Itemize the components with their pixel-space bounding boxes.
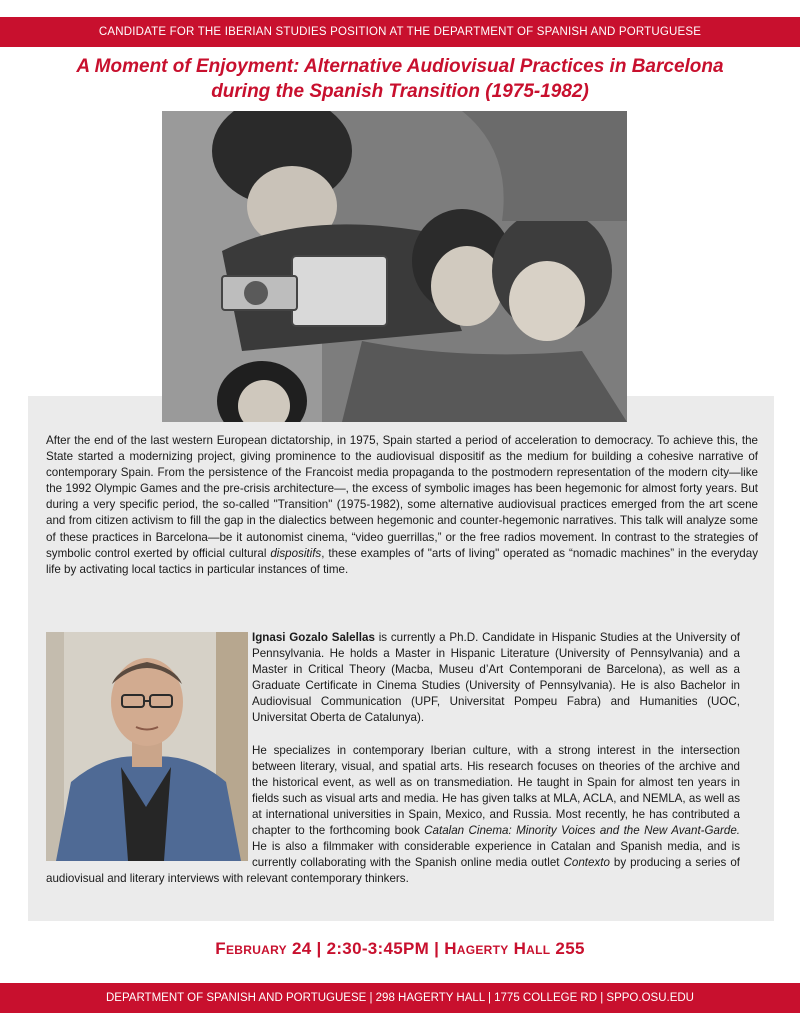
abstract-paragraph xyxy=(46,433,758,578)
talk-title-line-2: during the Spanish Transition (1975-1982) xyxy=(211,81,589,102)
footer-banner xyxy=(0,983,800,1013)
abstract-text-end: , these examples of "arts of living" operated as “nomadic machines” in the everyday life by activating local tactics in particular instances of time. xyxy=(46,546,758,576)
talk-title-line-1: A Moment of Enjoyment: Alternative Audiovisual Practices in Barcelona xyxy=(76,56,724,77)
talk-title xyxy=(40,54,760,104)
archival-film-photo xyxy=(162,111,627,422)
top-banner xyxy=(0,17,800,47)
footer-text: DEPARTMENT OF SPANISH AND PORTUGUESE | 298 HAGERTY HALL | 1775 COLLEGE RD | SPPO.OSU.EDU xyxy=(106,992,694,1004)
speaker-name: Ignasi Gozalo Salellas xyxy=(252,631,375,644)
book-title: Catalan Cinema: Minority Voices and the New Avant-Garde. xyxy=(424,824,740,838)
abstract-text: After the end of the last western European dictatorship, in 1975, Spain started a period of acceleration to democracy. To achieve this, the State started a modernizing project, giving prominence to the audiovisual dispositif as the medium for building a cohesive narrative of contemporary Spain. From the persistence of the Francoist media propaganda to the postmodern representation of the modern city—like the 1992 Olympic Games and the pre-crisis architecture—, the excess of symbolic images has been hegemonic for almost forty years. But during a very specific period, the so-called "Transition" (1975-1982), some alternative audiovisual practices emerged from the art scene and from citizen activism to fill the gap in the dialectics between hegemonic and counter-hegemonic narratives. This talk will analyze some of these practices in Barcelona—be it autonomist cinema, “video guerrillas,” or the free radios movement. In contrast to the strategies of symbolic control exerted by official cultural xyxy=(46,434,758,560)
event-details: February 24 | 2:30-3:45PM | Hagerty Hall 255 xyxy=(215,939,585,958)
abstract-emphasis: dispositifs xyxy=(270,546,322,560)
bio-text-1: is currently a Ph.D. Candidate in Hispanic Studies at the University of Pennsylvania. He holds a Master in Hispanic Literature (University of Pennsylvania) and a Master in Critical Theory (Macba, Museu d’Art Contemporani de Barcelona), as well as a Graduate Certificate in Cinema Studies (University of Pennsylvania). He is also Bachelor in Audiovisual Communication (UPF, Universitat Pompeu Fabra) and Humanities (UOC, Universitat Oberta de Catalunya). xyxy=(252,631,740,725)
bio-text-2c: by producing a series of audiovisual and literary interviews with relevant contemporary thinkers. xyxy=(46,856,740,886)
speaker-bio xyxy=(46,630,740,903)
banner-text: CANDIDATE FOR THE IBERIAN STUDIES POSITION AT THE DEPARTMENT OF SPANISH AND PORTUGUESE xyxy=(98,26,702,38)
bio-text-2b: He is also a filmmaker with considerable experience in Catalan and Spanish media, and is currently collaborating with the Spanish online media outlet xyxy=(252,840,740,870)
outlet-name: Contexto xyxy=(563,856,610,870)
bio-text-2a: He specializes in contemporary Iberian culture, with a strong interest in the intersection between literary, visual, and spatial arts. His research focuses on theories of the archive and the historical event, as well as on transmediation. He taught in Spain for almost ten years in fields such as visual arts and media. He has given talks at MLA, ACLA, and NEMLA, as well as at international universities in Spain, Mexico, and Russia. Most recently, he has contributed a chapter to the forthcoming book xyxy=(252,743,740,838)
